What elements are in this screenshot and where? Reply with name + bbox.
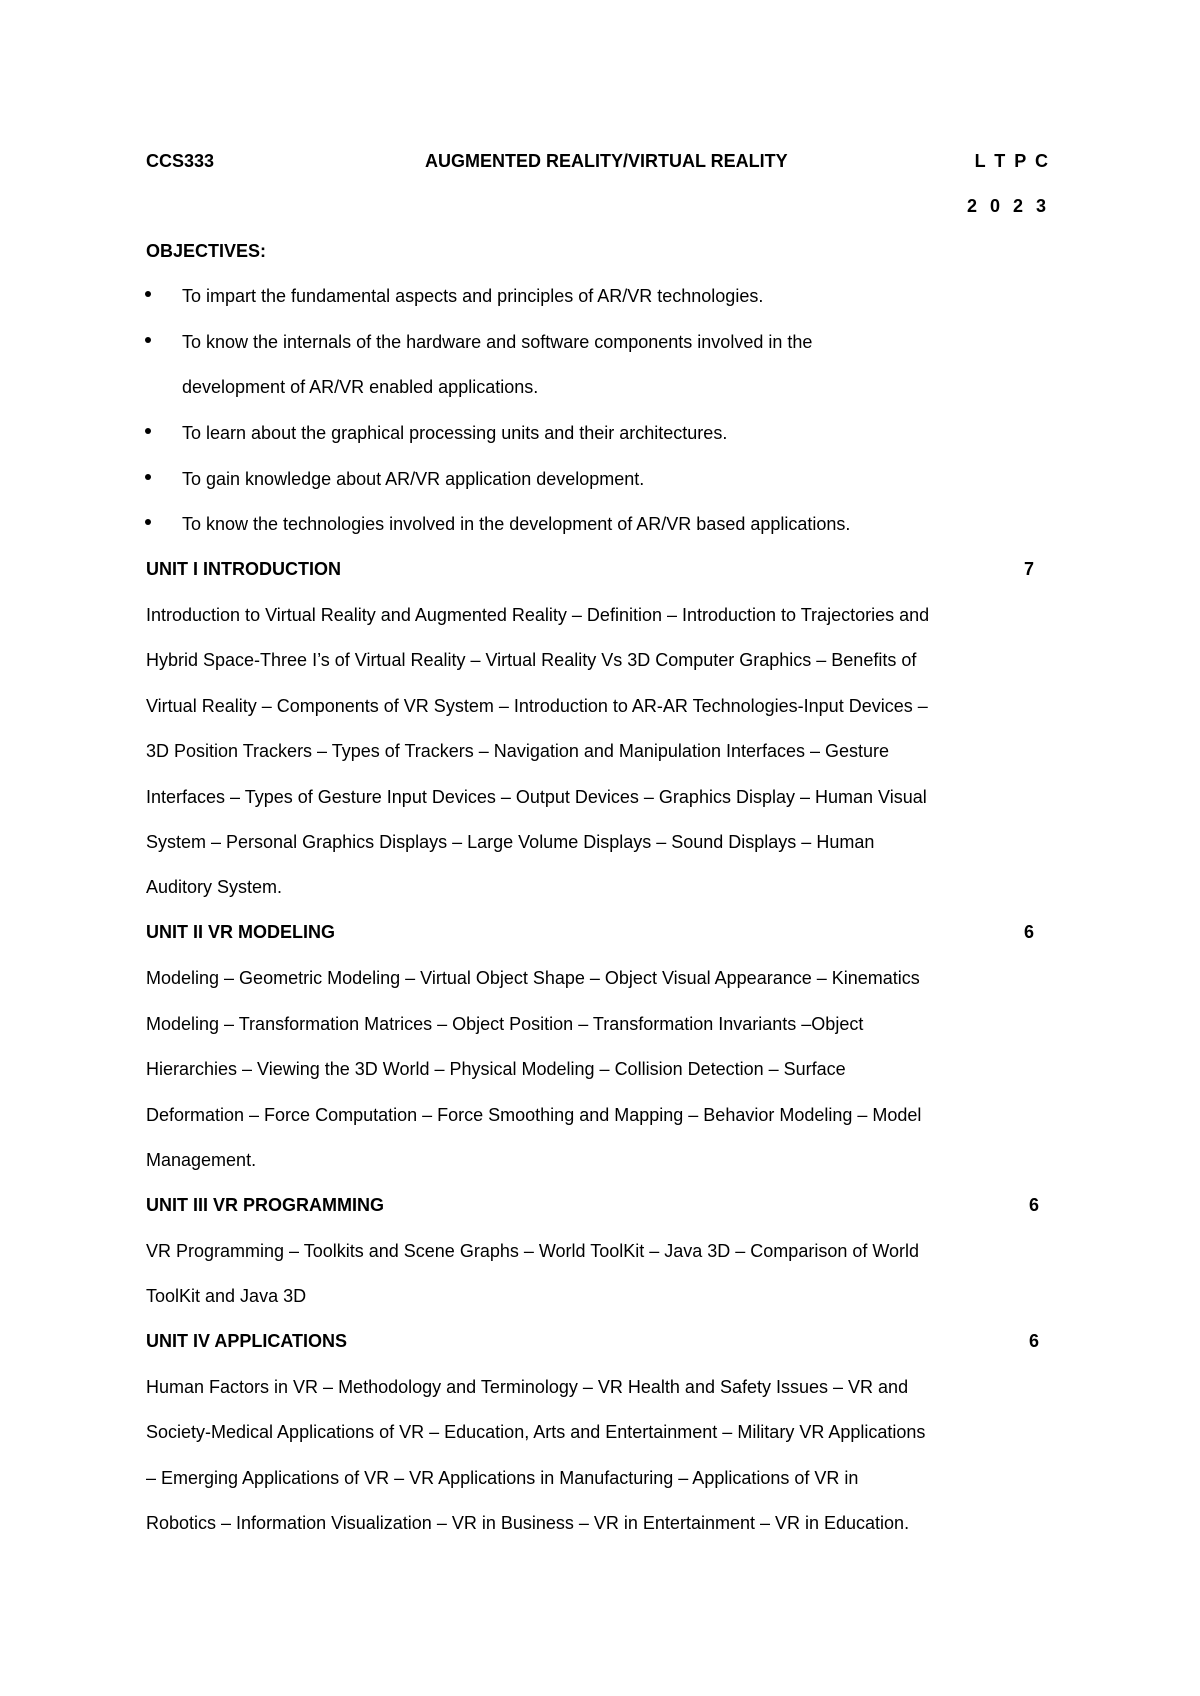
ltpc-values: 2 0 2 3 (966, 196, 1050, 216)
unit-content-line: Robotics – Information Visualization – VR in Business – VR in Entertainment – VR in Education. (146, 1513, 910, 1533)
bullet-icon (145, 519, 151, 525)
unit-content-line: Human Factors in VR – Methodology and Terminology – VR Health and Safety Issues – VR and (146, 1377, 909, 1397)
unit-content-line: Auditory System. (146, 877, 283, 897)
unit-content-line: System – Personal Graphics Displays – Large Volume Displays – Sound Displays – Human (146, 832, 875, 852)
unit-content-line: – Emerging Applications of VR – VR Applications in Manufacturing – Applications of VR in (146, 1468, 859, 1488)
objectives-heading: OBJECTIVES: (146, 241, 267, 261)
objective-item: To gain knowledge about AR/VR application development. (182, 469, 645, 489)
unit-content-line: 3D Position Trackers – Types of Trackers – Navigation and Manipulation Interfaces – Gesture (146, 741, 890, 761)
bullet-icon (145, 291, 151, 297)
unit-content-line: Modeling – Geometric Modeling – Virtual Object Shape – Object Visual Appearance – Kinematics (146, 968, 920, 988)
unit-content-line: Management. (146, 1150, 257, 1170)
unit-content-line: Hierarchies – Viewing the 3D World – Physical Modeling – Collision Detection – Surface (146, 1059, 846, 1079)
objective-item: To know the internals of the hardware and software components involved in the (182, 332, 813, 352)
unit-content-line: Interfaces – Types of Gesture Input Devices – Output Devices – Graphics Display – Human Visual (146, 787, 927, 807)
unit-content-line: ToolKit and Java 3D (146, 1286, 307, 1306)
bullet-icon (145, 337, 151, 343)
unit-content-line: Society-Medical Applications of VR – Education, Arts and Entertainment – Military VR Applications (146, 1422, 926, 1442)
bullet-icon (145, 474, 151, 480)
ltpc-label: L T P C (974, 151, 1050, 171)
bullet-icon (145, 428, 151, 434)
unit-title: UNIT II VR MODELING (146, 922, 335, 942)
unit-content-line: Modeling – Transformation Matrices – Object Position – Transformation Invariants –Object (146, 1014, 864, 1034)
unit-content-line: Introduction to Virtual Reality and Augmented Reality – Definition – Introduction to Trajectories and (146, 605, 930, 625)
unit-content-line: VR Programming – Toolkits and Scene Graphs – World ToolKit – Java 3D – Comparison of World (146, 1241, 920, 1261)
unit-content-line: Deformation – Force Computation – Force Smoothing and Mapping – Behavior Modeling – Model (146, 1105, 922, 1125)
unit-hours: 6 (1028, 1195, 1039, 1215)
objective-item: To learn about the graphical processing units and their architectures. (182, 423, 728, 443)
unit-content-line: Hybrid Space-Three I’s of Virtual Reality – Virtual Reality Vs 3D Computer Graphics – Benefits of (146, 650, 917, 670)
course-code: CCS333 (146, 151, 215, 171)
unit-title: UNIT I INTRODUCTION (146, 559, 341, 579)
course-title: AUGMENTED REALITY/VIRTUAL REALITY (425, 151, 788, 171)
unit-hours: 6 (1023, 922, 1034, 942)
objective-item: To know the technologies involved in the development of AR/VR based applications. (182, 514, 851, 534)
objective-item-continued: development of AR/VR enabled applications. (182, 377, 539, 397)
unit-content-line: Virtual Reality – Components of VR System – Introduction to AR-AR Technologies-Input Devices – (146, 696, 928, 716)
unit-title: UNIT IV APPLICATIONS (146, 1331, 348, 1351)
unit-hours: 6 (1028, 1331, 1039, 1351)
unit-title: UNIT III VR PROGRAMMING (146, 1195, 384, 1215)
objective-item: To impart the fundamental aspects and principles of AR/VR technologies. (182, 286, 764, 306)
unit-hours: 7 (1023, 559, 1034, 579)
